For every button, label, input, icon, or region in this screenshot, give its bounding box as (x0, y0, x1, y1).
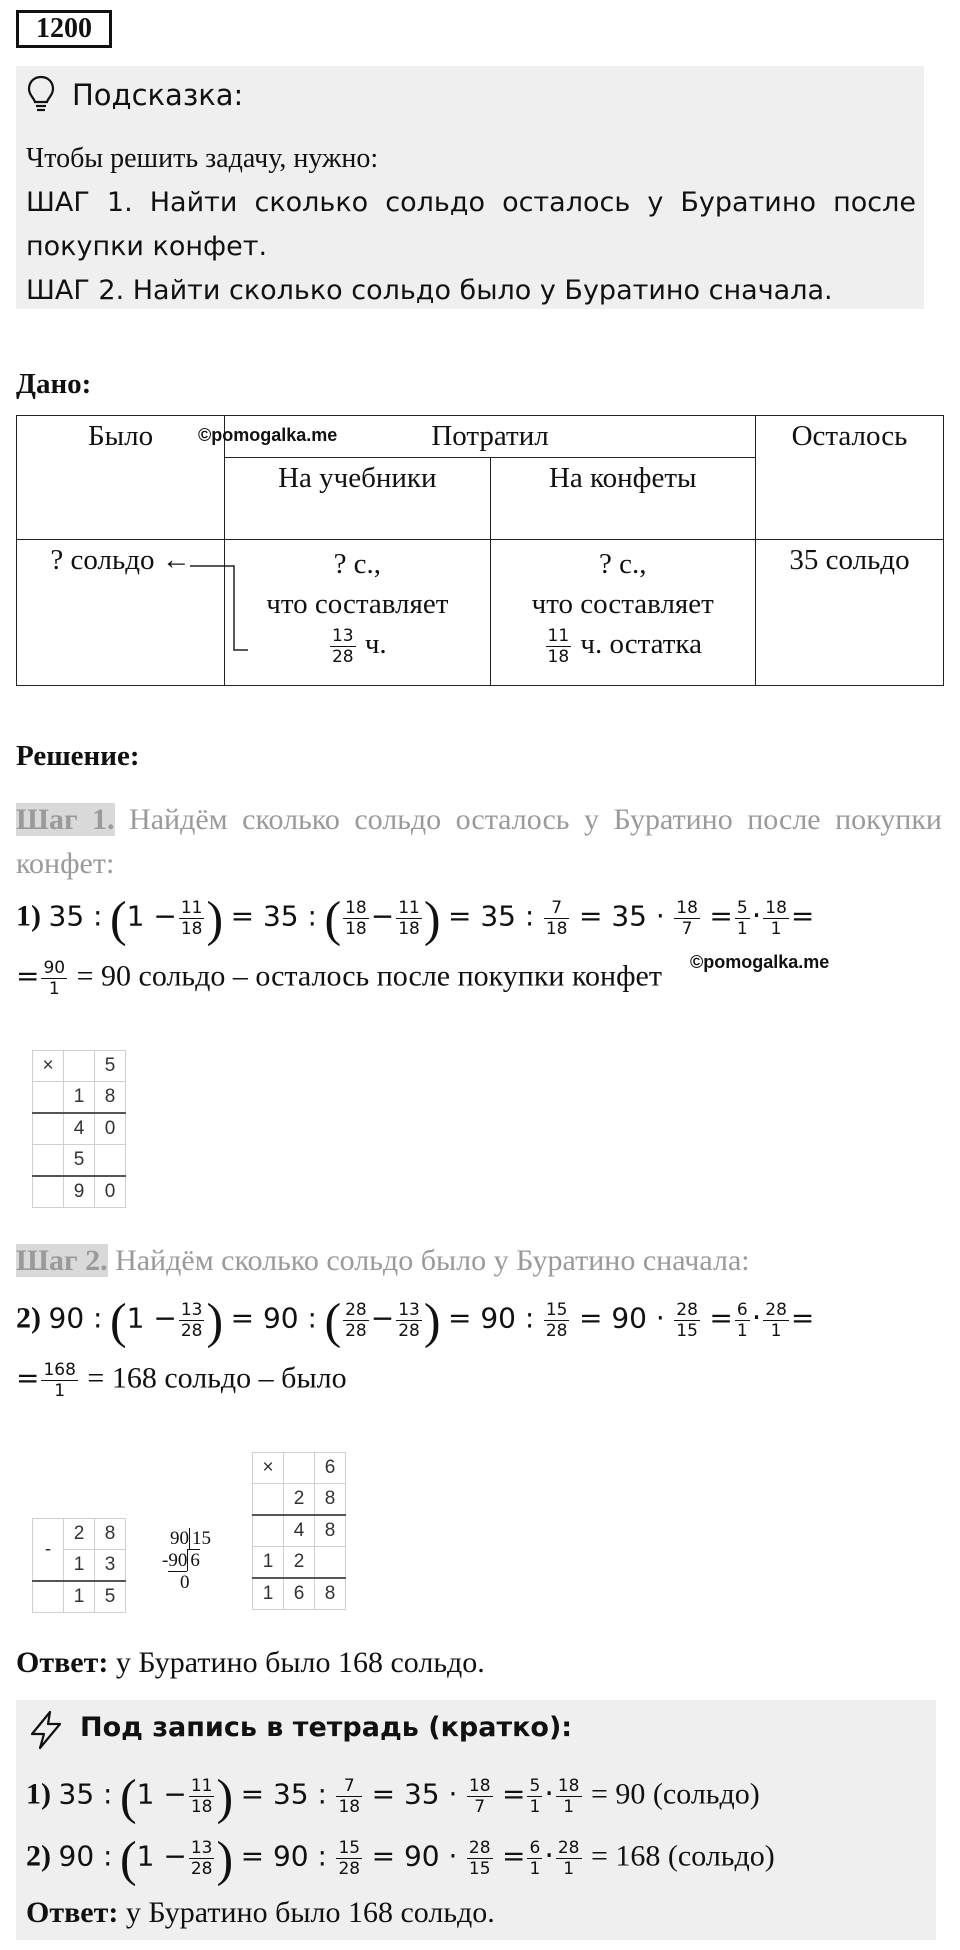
solution-step1-text: Найдём сколько сольдо осталось у Буратино после покупки конфет: (16, 803, 942, 880)
long-division: 90 15 -90 6 0 (162, 1528, 211, 1593)
equation-2-result: = 168 сольдо – было (87, 1361, 347, 1395)
subtraction-grid: - 2 8 1 3 1 5 (32, 1518, 126, 1613)
notebook-line-1-result: = 90 (сольдо) (591, 1777, 760, 1811)
notebook-line-1: 1) 35 : (1 − $\frac{11}{18}$ ) = 35 : $\frac{7}{18}$ = 35 · $\frac{18}{7}$ = $\frac{5}{1}$ · $\frac{18}{1}$ = 90 (сольдо) (26, 1768, 760, 1825)
watermark: ©pomogalka.me (198, 425, 338, 445)
hint-step1-label: ШАГ 1. (26, 187, 133, 218)
equation-1-continued: = $\frac{90}{1}$ = 90 сольдо – осталось после покупки конфет (16, 958, 662, 999)
value-was-text: ? сольдо (50, 544, 155, 576)
value-candy-line1: ? с., (598, 548, 647, 580)
equation-1-result: = 90 сольдо – осталось после покупки конфет (76, 959, 662, 993)
hint-intro: Чтобы решить задачу, нужно: (26, 143, 379, 174)
notebook-line-2-result: = 168 (сольдо) (591, 1839, 775, 1873)
answer-label: Ответ: (16, 1646, 109, 1679)
hint-step1-text: Найти сколько сольдо осталось у Буратино после покупки конфет. (26, 187, 916, 262)
hint-step2-label: ШАГ 2. (26, 275, 125, 306)
hint-step2-text: Найти сколько сольдо было у Буратино сначала. (124, 275, 833, 306)
solution-step1-label: Шаг 1. (16, 803, 115, 836)
header-candy: На конфеты (490, 458, 755, 540)
solution-step2-label: Шаг 2. (16, 1244, 108, 1277)
notebook-answer (26, 1896, 495, 1930)
solution-title: Решение: (16, 740, 140, 772)
notebook-answer-label: Ответ: (26, 1896, 119, 1929)
equation-1: 1) 35 : (1 − $\frac{11}{18}$ ) = 35 : ( $\frac{18}{18}$ − $\frac{11}{18}$ ) = 35 : $\frac{7}{18}$ = 35 · $\frac{18}{7}$ = $\frac{5}{1}$ · $\frac{18}{1}$ = (16, 890, 815, 947)
lightning-icon (28, 1710, 64, 1750)
value-candy-line3: $\frac{11}{18}$ ч. остатка (547, 625, 702, 667)
watermark-2: ©pomogalka.me (690, 952, 830, 972)
value-books-line1: ? с., (333, 548, 382, 580)
notebook-title: Под запись в тетрадь (кратко): (80, 1712, 573, 1743)
value-candy (490, 540, 755, 686)
hint-step2 (26, 269, 916, 313)
arrow-left-icon: ← (161, 544, 191, 576)
books-fraction: $\frac{13}{28}$ (331, 625, 354, 667)
hint-step1 (26, 181, 916, 269)
value-books (225, 540, 490, 686)
value-candy-line2: что составляет (531, 588, 714, 620)
header-spent: Потратил (225, 416, 756, 458)
answer-text: у Буратино было 168 сольдо. (108, 1646, 485, 1679)
value-books-line2: что составляет (266, 588, 449, 620)
connector-line (190, 560, 250, 660)
multiplication-grid-2: × 6 2 8 4 8 1 2 1 6 8 (252, 1452, 346, 1610)
notebook-answer-text: у Буратино было 168 сольдо. (118, 1896, 495, 1929)
value-books-line3: $\frac{13}{28}$ ч. (331, 625, 387, 667)
equation-2: 2) 90 : (1 − $\frac{13}{28}$ ) = 90 : ( $\frac{28}{28}$ − $\frac{13}{28}$ ) = 90 : $\frac{15}{28}$ = 90 · $\frac{28}{15}$ = $\frac{6}{1}$ · $\frac{28}{1}$ = (16, 1292, 815, 1349)
notebook-line-2: 2) 90 : (1 − $\frac{13}{28}$ ) = 90 : $\frac{15}{28}$ = 90 · $\frac{28}{15}$ = $\frac{6}{1}$ · $\frac{28}{1}$ = 168 (сольдо) (26, 1830, 775, 1887)
solution-step2-text: Найдём сколько сольдо было у Буратино сначала: (107, 1244, 750, 1277)
given-table (16, 415, 944, 686)
lightbulb-icon (26, 74, 56, 114)
solution-step1 (16, 798, 942, 886)
equation-2-continued: = $\frac{168}{1}$ = 168 сольдо – было (16, 1360, 347, 1401)
hint-title: Подсказка: (72, 78, 244, 112)
given-title: Дано: (16, 368, 92, 400)
answer-line (16, 1646, 485, 1680)
header-left: Осталось (755, 416, 943, 540)
task-number: 1200 (16, 10, 112, 48)
header-was: Было (17, 416, 225, 540)
header-books: На учебники (225, 458, 490, 540)
multiplication-grid-1: × 5 1 8 4 0 5 9 0 (32, 1050, 126, 1208)
value-left: 35 сольдо (755, 540, 943, 686)
solution-step2 (16, 1244, 750, 1278)
candy-fraction: $\frac{11}{18}$ (547, 625, 570, 667)
